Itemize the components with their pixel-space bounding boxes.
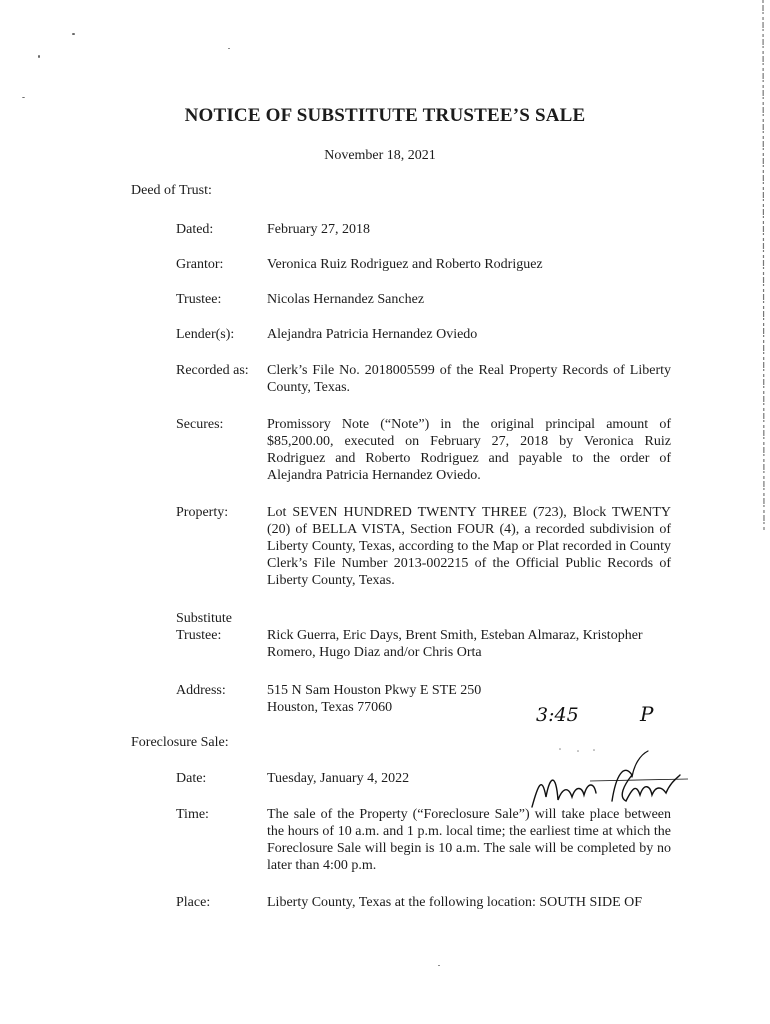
handwritten-signature [520,745,690,815]
recorded-label: Recorded as: [176,363,249,378]
scan-speck [72,33,75,35]
secures-value: Promissory Note (“Note”) in the original principal amount of $85,200.00, executed on February 27, 2018 by Veronica Ruiz Rodriguez and Roberto Rodriguez and payable to the order of Alejandra Patricia Hernandez Oviedo. [267,417,671,483]
scan-speck [228,48,230,49]
address-line1: 515 N Sam Houston Pkwy E STE 250 [267,683,482,698]
scan-edge-artifact [760,0,770,530]
handwritten-time: 3:45 [536,704,579,726]
property-label: Property: [176,505,229,520]
scan-speck [22,97,25,98]
address-line2: Houston, Texas 77060 [267,700,393,715]
lender-label: Lender(s): [176,327,235,342]
sale-date-value: Tuesday, January 4, 2022 [267,771,410,786]
handwritten-meridiem: P [640,702,654,726]
page-title: NOTICE OF SUBSTITUTE TRUSTEE’S SALE [184,105,586,126]
scan-speck [38,55,40,58]
secures-label: Secures: [176,417,224,432]
substitute-label-line2: Trustee: [176,628,222,643]
dated-value: February 27, 2018 [267,222,371,237]
sale-date-label: Date: [176,771,207,786]
notice-date: November 18, 2021 [324,148,436,163]
substitute-label-line1: Substitute [176,611,233,626]
property-value: Lot SEVEN HUNDRED TWENTY THREE (723), Block TWENTY (20) of BELLA VISTA, Section FOUR (4), a recorded subdivision of Liberty County, Texas, according to the Map or Plat recorded in County Clerk’s File Number 2013-002215 of the Official Public Records of Liberty County, Texas. [267,505,671,588]
foreclosure-sale-heading: Foreclosure Sale: [131,735,229,750]
deed-of-trust-heading: Deed of Trust: [131,183,212,198]
trustee-label: Trustee: [176,292,222,307]
dated-label: Dated: [176,222,214,237]
substitute-trustee-value: Rick Guerra, Eric Days, Brent Smith, Esteban Almaraz, Kristopher Romero, Hugo Diaz and/or Chris Orta [267,628,643,660]
scan-speck [438,965,440,966]
grantor-value: Veronica Ruiz Rodriguez and Roberto Rodriguez [267,257,543,272]
trustee-value: Nicolas Hernandez Sanchez [267,292,425,307]
sale-place-label: Place: [176,895,211,910]
address-label: Address: [176,683,226,698]
lender-value: Alejandra Patricia Hernandez Oviedo [267,327,478,342]
sale-place-value: Liberty County, Texas at the following location: SOUTH SIDE OF [267,895,643,910]
sale-time-label: Time: [176,807,209,822]
grantor-label: Grantor: [176,257,224,272]
recorded-value: Clerk’s File No. 2018005599 of the Real Property Records of Liberty County, Texas. [267,363,671,395]
sale-time-value: The sale of the Property (“Foreclosure Sale”) will take place between the hours of 10 a.m. and 1 p.m. local time; the earliest time at which the Foreclosure Sale will begin is 10 a.m. The sale will be completed by no later than 4:00 p.m. [267,807,671,873]
